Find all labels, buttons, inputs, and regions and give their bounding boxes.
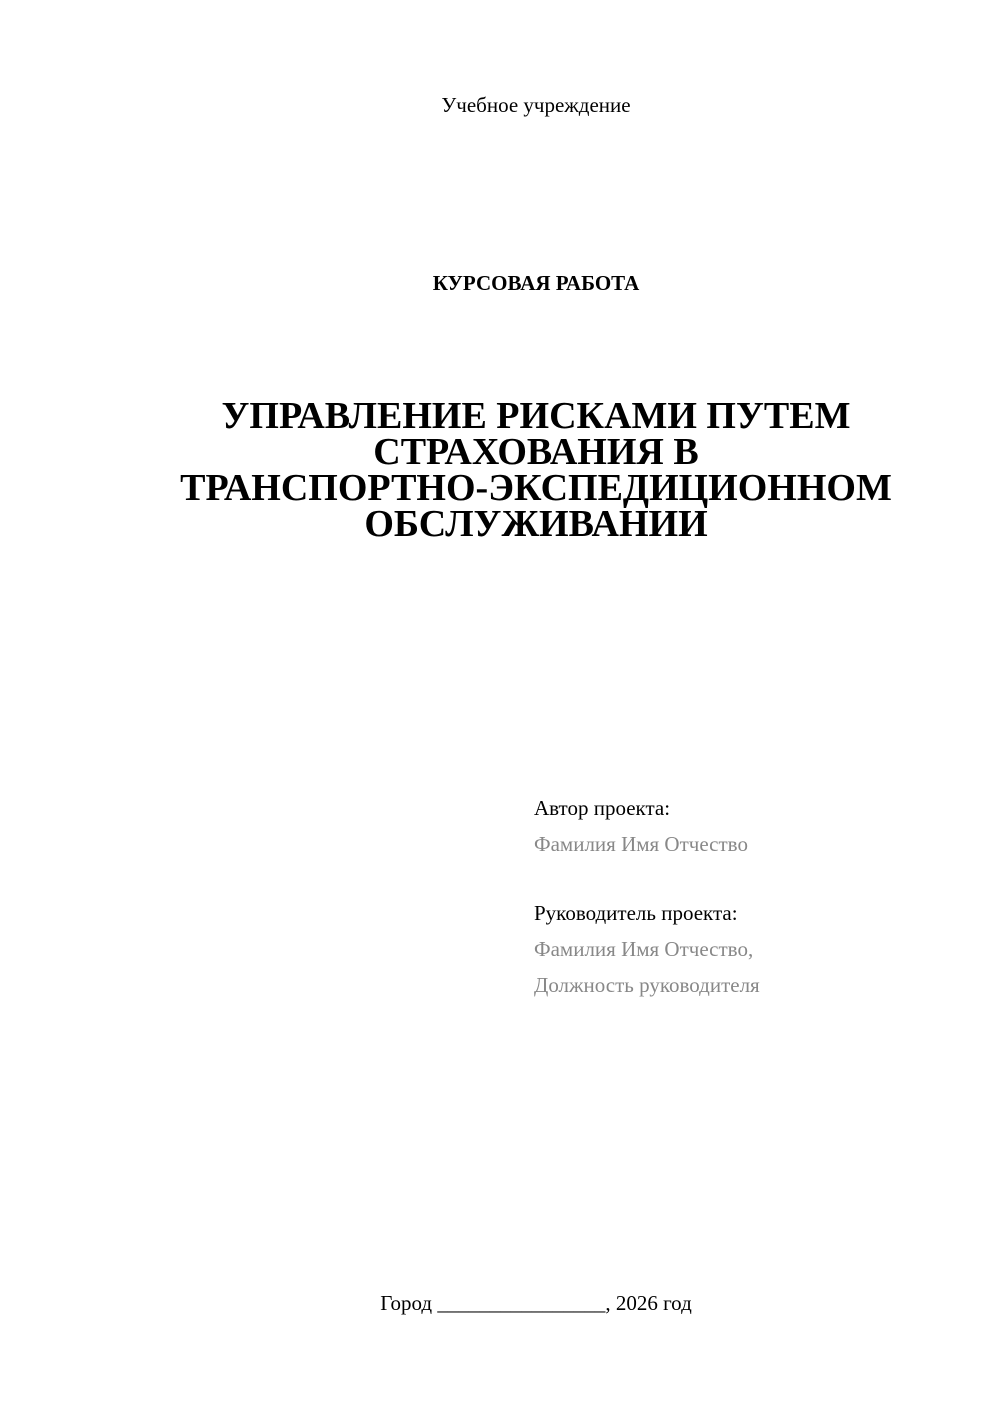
city-year-line: Город ________________, 2026 год [380, 1291, 692, 1315]
supervisor-label: Руководитель проекта: [534, 901, 738, 925]
title-line-2: СТРАХОВАНИЯ В [373, 431, 699, 473]
author-name: Фамилия Имя Отчество [534, 832, 748, 856]
title-line-1: УПРАВЛЕНИЕ РИСКАМИ ПУТЕМ [221, 395, 851, 437]
supervisor-position: Должность руководителя [534, 973, 760, 997]
work-type-heading: КУРСОВАЯ РАБОТА [432, 271, 640, 295]
supervisor-name: Фамилия Имя Отчество, [534, 937, 754, 961]
title-line-3: ТРАНСПОРТНО-ЭКСПЕДИЦИОННОМ [180, 467, 892, 509]
document-title [130, 395, 942, 545]
author-block [534, 790, 954, 862]
title-line-4: ОБСЛУЖИВАНИИ [364, 503, 708, 545]
author-label: Автор проекта: [534, 796, 671, 820]
supervisor-block [534, 895, 954, 1003]
institution-name: Учебное учреждение [441, 93, 631, 117]
